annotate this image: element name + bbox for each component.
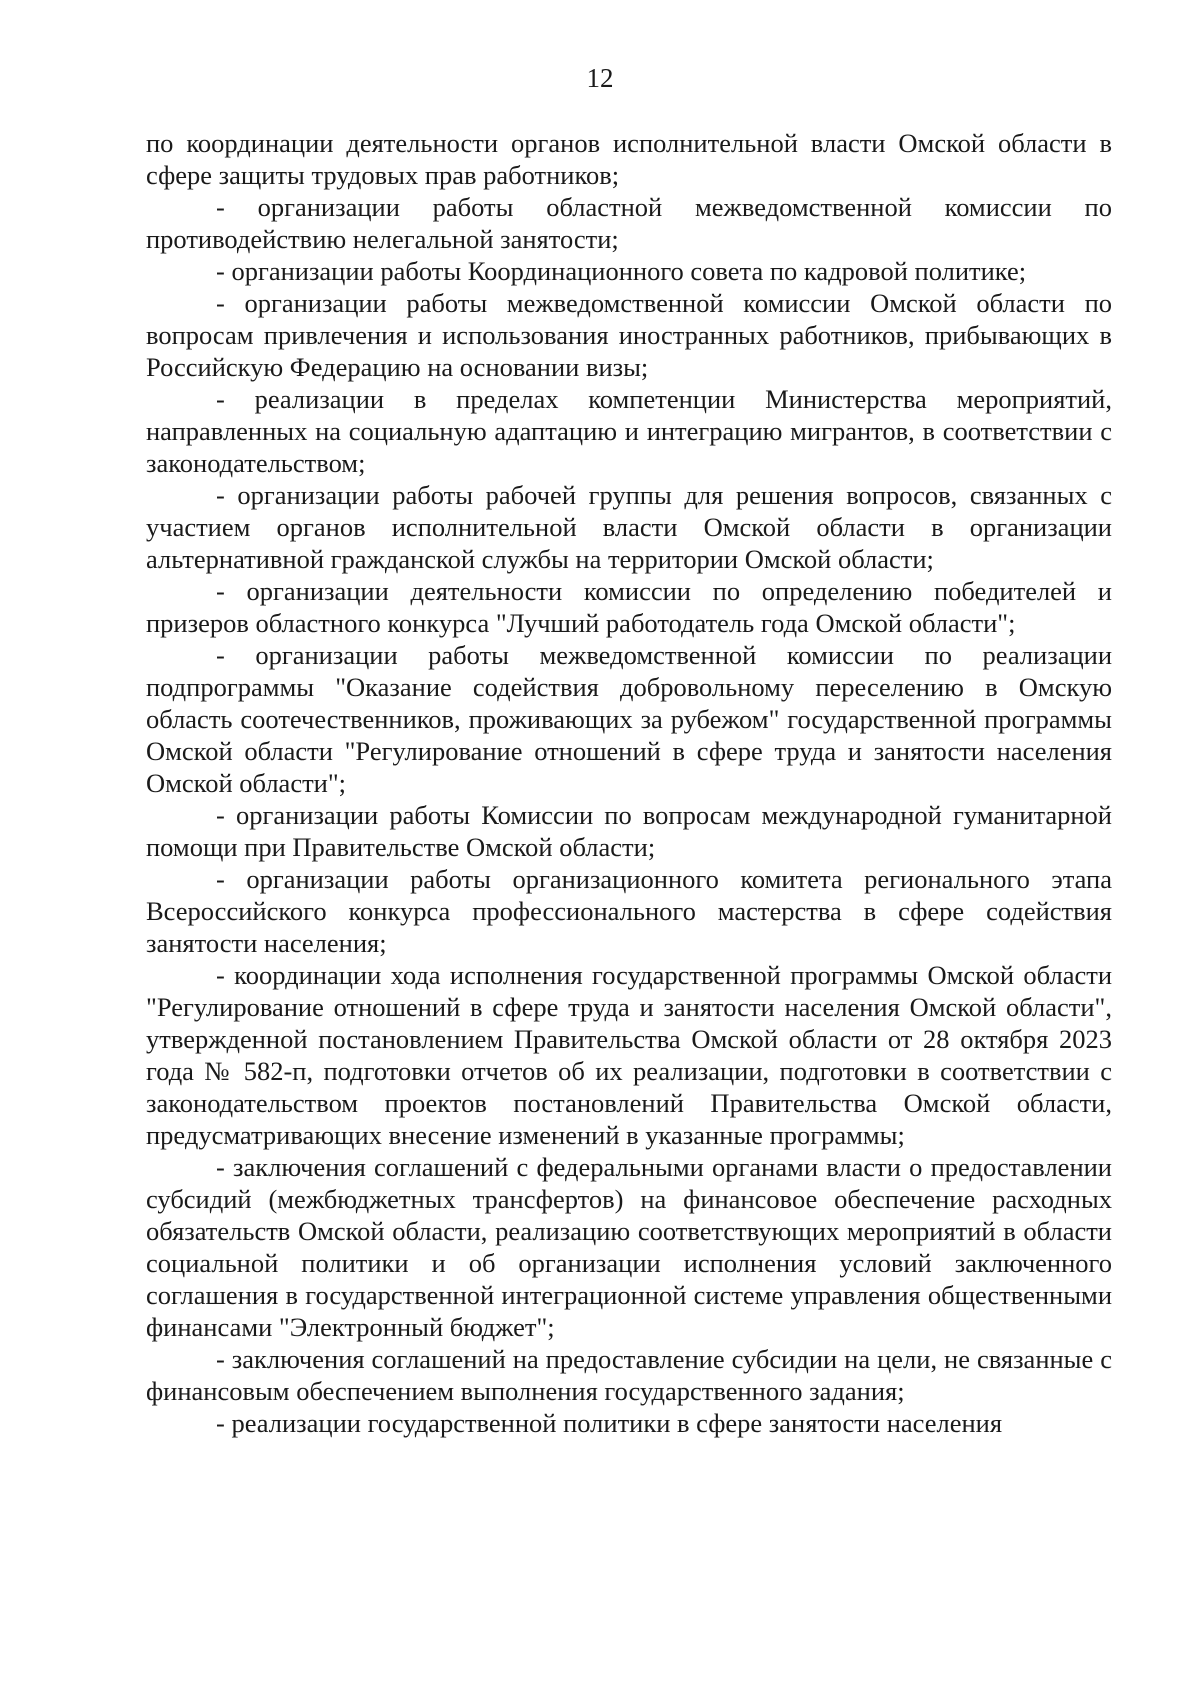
document-body: [146, 127, 1112, 1439]
paragraph: - реализации государственной политики в сфере занятости населения: [216, 1408, 1003, 1438]
paragraph: - реализации в пределах компетенции Министерства мероприятий, направленных на социальную адаптацию и интеграцию мигрантов, в соответствии с законодательством;: [146, 384, 1112, 478]
paragraph: - организации работы Комиссии по вопросам международной гуманитарной помощи при Правительстве Омской области;: [146, 800, 1112, 862]
paragraph: - организации работы областной межведомственной комиссии по противодействию нелегальной занятости;: [146, 192, 1112, 254]
paragraph: - организации работы рабочей группы для решения вопросов, связанных с участием органов исполнительной власти Омской области в организации альтернативной гражданской службы на территории Омской области;: [146, 480, 1112, 574]
paragraph: - заключения соглашений на предоставление субсидии на цели, не связанные с финансовым обеспечением выполнения государственного задания;: [146, 1344, 1112, 1406]
paragraph: - организации работы организационного комитета регионального этапа Всероссийского конкурса профессионального мастерства в сфере содействия занятости населения;: [146, 864, 1112, 958]
page-number: 12: [586, 63, 614, 93]
paragraph: - координации хода исполнения государственной программы Омской области "Регулирование отношений в сфере труда и занятости населения Омской области", утвержденной постановлением Правительства Омской области от 28 октября 2023 года № 582-п, подготовки отчетов об их реализации, подготовки в соответствии с законодательством проектов постановлений Правительства Омской области, предусматривающих внесение изменений в указанные программы;: [146, 960, 1112, 1150]
paragraph: - заключения соглашений с федеральными органами власти о предоставлении субсидий (межбюджетных трансфертов) на финансовое обеспечение расходных обязательств Омской области, реализацию соответствующих мероприятий в области социальной политики и об организации исполнения условий заключенного соглашения в государственной интеграционной системе управления общественными финансами "Электронный бюджет";: [146, 1152, 1112, 1342]
paragraph: - организации работы межведомственной комиссии по реализации подпрограммы "Оказание содействия добровольному переселению в Омскую область соотечественников, проживающих за рубежом" государственной программы Омской области "Регулирование отношений в сфере труда и занятости населения Омской области";: [146, 640, 1112, 798]
paragraph: - организации работы межведомственной комиссии Омской области по вопросам привлечения и использования иностранных работников, прибывающих в Российскую Федерацию на основании визы;: [146, 288, 1112, 382]
paragraph: по координации деятельности органов исполнительной власти Омской области в сфере защиты трудовых прав работников;: [146, 128, 1112, 190]
paragraph: - организации деятельности комиссии по определению победителей и призеров областного конкурса "Лучший работодатель года Омской области";: [146, 576, 1112, 638]
paragraph: - организации работы Координационного совета по кадровой политике;: [216, 256, 1027, 286]
